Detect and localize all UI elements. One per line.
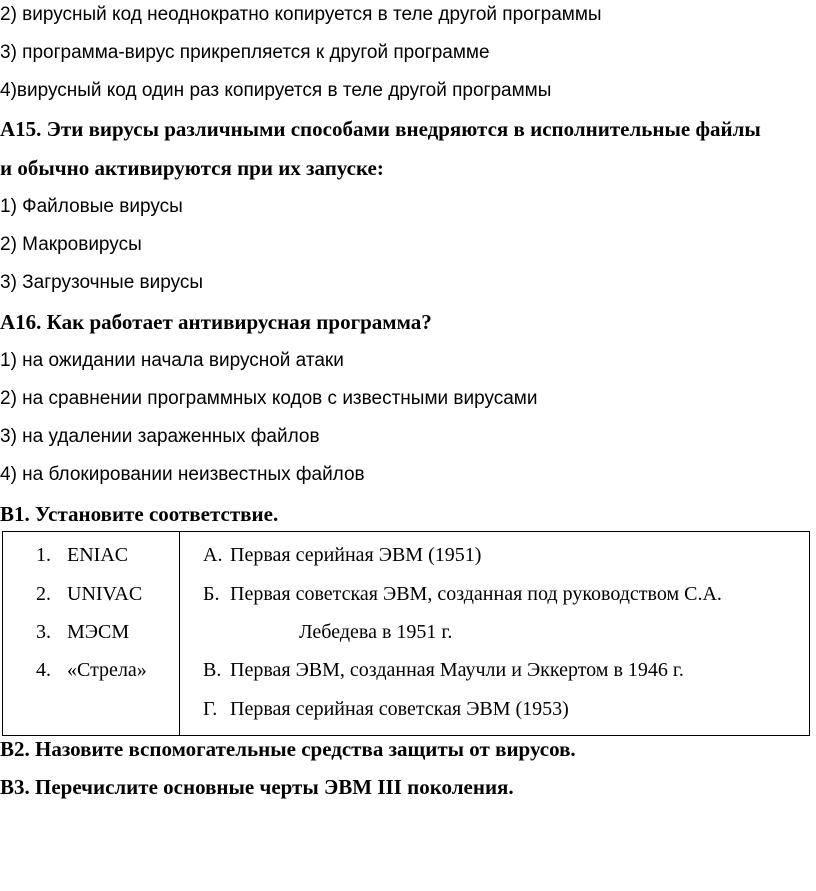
a16-option-4: 4) на блокировании неизвестных файлов — [0, 464, 365, 485]
answer-option-2: 2) вирусный код неоднократно копируется в теле другой программы — [0, 4, 602, 25]
left-item-4-text: «Стрела» — [67, 659, 147, 681]
b2-question: В2. Назовите вспомогательные средства защиты от вирусов. — [0, 737, 576, 761]
a16-option-2: 2) на сравнении программных кодов с известными вирусами — [0, 388, 538, 409]
a15-option-1: 1) Файловые вирусы — [0, 196, 183, 217]
left-item-1-text: ENIAC — [67, 544, 129, 566]
left-item-2-text: UNIVAC — [67, 583, 143, 605]
a15-question-line1: А15. Эти вирусы различными способами внедряются в исполнительные файлы — [0, 117, 761, 141]
left-item-4-num: 4. — [36, 659, 51, 681]
a16-option-1: 1) на ожидании начала вирусной атаки — [0, 350, 344, 371]
left-item-2-num: 2. — [36, 583, 51, 605]
left-item-3-text: МЭСМ — [67, 621, 130, 643]
right-item-b-letter: Б. — [203, 583, 220, 605]
left-item-3-num: 3. — [36, 621, 51, 643]
right-item-g-text: Первая серийная советская ЭВМ (1953) — [230, 698, 569, 720]
right-item-v-letter: В. — [203, 659, 222, 681]
answer-option-3: 3) программа-вирус прикрепляется к другой программе — [0, 42, 490, 63]
a15-option-2: 2) Макровирусы — [0, 234, 142, 255]
a16-option-3: 3) на удалении зараженных файлов — [0, 426, 320, 447]
b3-question: В3. Перечислите основные черты ЭВМ III поколения. — [0, 775, 514, 799]
a16-question: А16. Как работает антивирусная программа? — [0, 310, 432, 334]
right-item-g-letter: Г. — [203, 698, 218, 720]
a15-question-line2: и обычно активируются при их запуске: — [0, 156, 384, 180]
answer-option-4: 4)вирусный код один раз копируется в теле другой программы — [0, 80, 552, 101]
a15-option-3: 3) Загрузочные вирусы — [0, 272, 204, 293]
table-column-divider — [179, 531, 180, 736]
right-item-b-text: Первая советская ЭВМ, созданная под руководством С.А. — [230, 583, 722, 605]
left-item-1-num: 1. — [36, 544, 51, 566]
b1-question: В1. Установите соответствие. — [0, 502, 279, 526]
right-item-a-letter: А. — [203, 544, 223, 566]
right-item-b-continued: Лебедева в 1951 г. — [299, 621, 453, 643]
right-item-a-text: Первая серийная ЭВМ (1951) — [230, 544, 482, 566]
right-item-v-text: Первая ЭВМ, созданная Маучли и Эккертом в 1946 г. — [230, 659, 684, 681]
